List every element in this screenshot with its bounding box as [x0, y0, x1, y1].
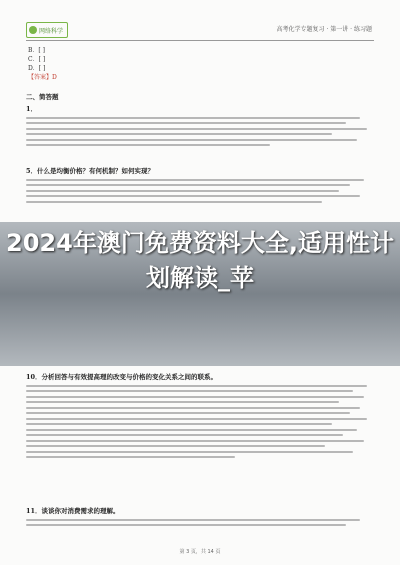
- section-question-10: [26, 372, 374, 462]
- question-11: 11．谈谈你对消费需求的理解。: [26, 507, 120, 515]
- text-line: [26, 390, 353, 392]
- section-question-11: [26, 506, 374, 530]
- text-line: [26, 179, 364, 181]
- logo-mark-icon: [29, 26, 37, 34]
- header-divider: [26, 40, 374, 41]
- option-b: B．[ ]: [28, 47, 45, 54]
- option-list: [28, 46, 57, 82]
- text-line: [26, 412, 350, 414]
- text-line: [26, 519, 360, 521]
- page-footer: 第 3 页，共 14 页: [179, 549, 221, 555]
- text-line: [26, 456, 235, 458]
- text-line: [26, 385, 367, 387]
- text-line: [26, 401, 339, 403]
- text-line: [26, 117, 360, 119]
- section-short-answer: [26, 92, 374, 150]
- banner-title: 2024年澳门免费资料大全,适用性计划解读_苹: [6, 229, 394, 292]
- text-line: [26, 195, 360, 197]
- text-line: [26, 418, 367, 420]
- text-line: [26, 396, 364, 398]
- section-heading: 二、简答题: [26, 93, 59, 101]
- text-line: [26, 122, 346, 124]
- text-line: [26, 190, 339, 192]
- publisher-logo: [26, 22, 68, 38]
- option-d: D．[ ]: [28, 65, 46, 72]
- question-10: 10．分析回答与有效提高理的改变与价格的变化关系之间的联系。: [26, 373, 218, 381]
- section-question-5: [26, 166, 374, 206]
- text-line: [26, 445, 325, 447]
- text-line: [26, 139, 357, 141]
- question-1: 1．: [26, 105, 38, 113]
- text-line: [26, 128, 367, 130]
- text-line: [26, 407, 360, 409]
- text-line: [26, 434, 343, 436]
- header-title: 高考化学专题复习 · 第一讲 · 练习题: [276, 26, 372, 33]
- option-c: C．[ ]: [28, 56, 46, 63]
- text-line: [26, 423, 332, 425]
- text-line: [26, 201, 322, 203]
- question-5: 5．什么是均衡价格？有何机制？如何实现？: [26, 167, 155, 175]
- text-line: [26, 133, 332, 135]
- logo-text: 网络科学: [39, 27, 64, 35]
- text-line: [26, 524, 346, 526]
- text-line: [26, 451, 353, 453]
- text-line: [26, 184, 350, 186]
- text-line: [26, 440, 364, 442]
- answer-line: 【答案】D: [28, 74, 57, 81]
- text-line: [26, 429, 357, 431]
- text-line: [26, 144, 270, 146]
